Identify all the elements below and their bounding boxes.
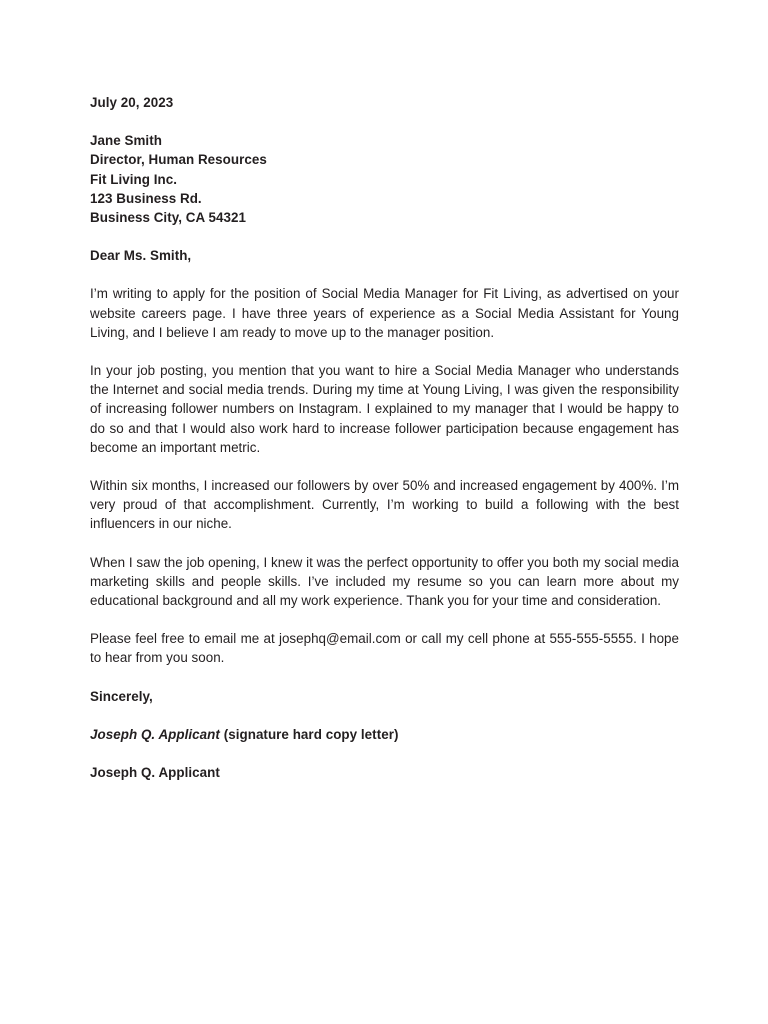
body-paragraph-4: When I saw the job opening, I knew it was the perfect opportunity to offer you both my social media marketing skills and people skills. I’ve included my resume so you can learn more about my educational background and all my work experience. Thank you for your time and consideration. (90, 554, 679, 609)
recipient-name: Jane Smith (90, 133, 162, 149)
body-paragraph-5: Please feel free to email me at josephq@email.com or call my cell phone at 555-555-5555. I hope to hear from you soon. (90, 631, 679, 666)
recipient-company: Fit Living Inc. (90, 171, 178, 187)
salutation: Dear Ms. Smith, (90, 248, 192, 264)
body-paragraph-3: Within six months, I increased our followers by over 50% and increased engagement by 400%. I’m very proud of that accomplishment. Currently, I’m working to build a following with the best influencers in our niche. (90, 478, 679, 532)
body-paragraph-2: In your job posting, you mention that you want to hire a Social Media Manager who understands the Internet and social media trends. During my time at Young Living, I was given the responsibility of increasing follower numbers on Instagram. I explained to my manager that I would be happy to do so and that I would also work hard to increase follower participation because engagement has become an important metric. (90, 363, 679, 455)
signature-note: (signature hard copy letter) (223, 726, 399, 742)
recipient-title: Director, Human Resources (90, 152, 267, 168)
closing: Sincerely, (90, 688, 153, 704)
letter-date: July 20, 2023 (90, 95, 174, 110)
signature-name: Joseph Q. Applicant (90, 726, 220, 742)
letter-body (90, 93, 679, 782)
signature-line (90, 725, 679, 744)
typed-name: Joseph Q. Applicant (90, 765, 220, 781)
recipient-city-state-zip: Business City, CA 54321 (90, 210, 246, 226)
body-paragraph-1: I’m writing to apply for the position of Social Media Manager for Fit Living, as advertised on your website careers page. I have three years of experience as a Social Media Assistant for Young Living, and I believe I am ready to move up to the manager position. (90, 286, 679, 340)
recipient-address-block (90, 131, 679, 227)
recipient-street: 123 Business Rd. (90, 190, 202, 206)
